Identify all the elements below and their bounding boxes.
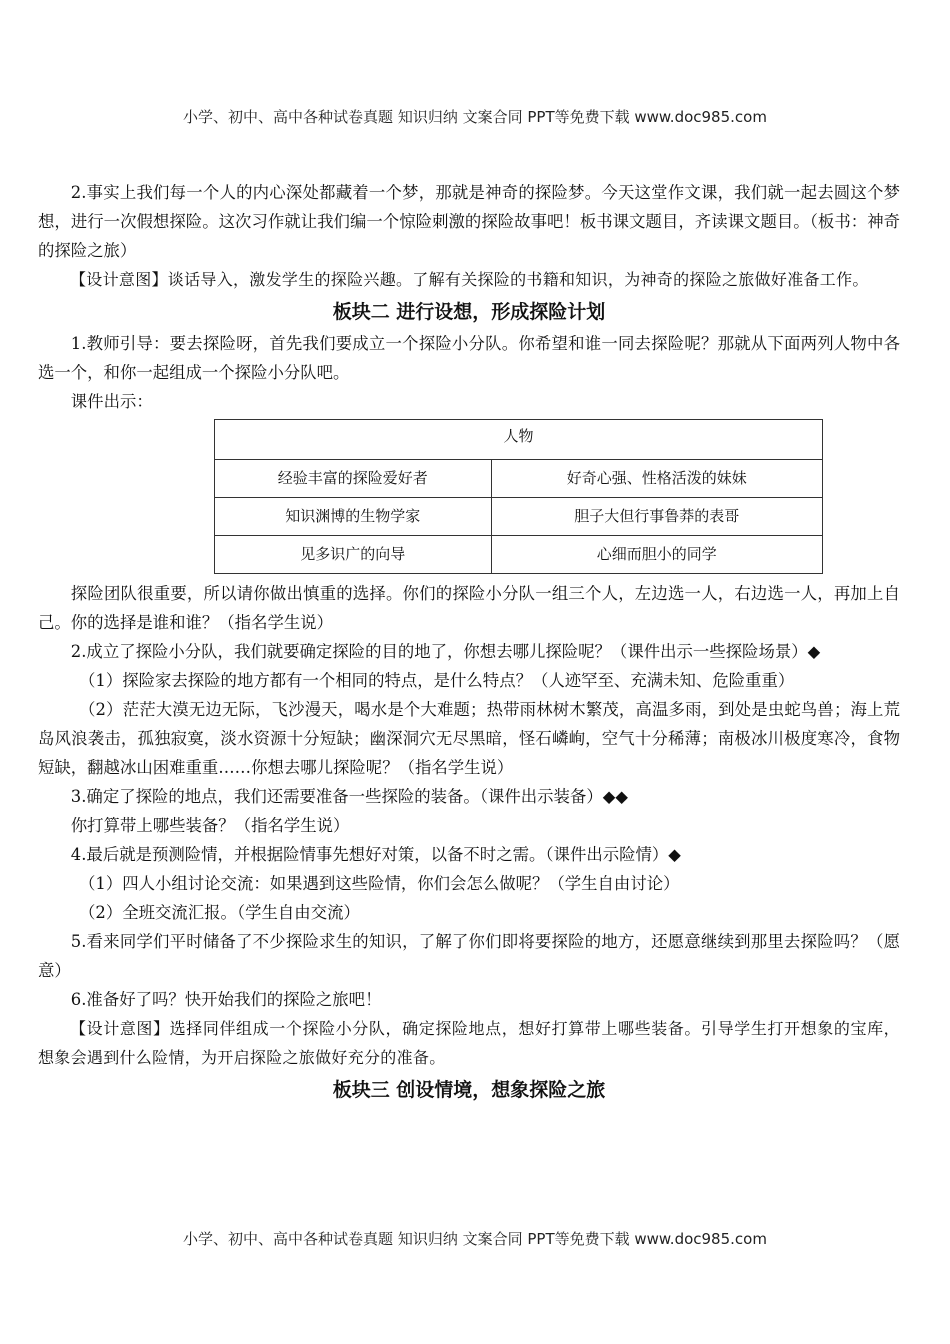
- table-row: [215, 536, 823, 574]
- paragraph-destination: 2.成立了探险小分队，我们就要确定探险的目的地了，你想去哪儿探险呢？（课件出示一些探险场景）◆: [70, 642, 821, 661]
- paragraph-group-discussion: （1）四人小组讨论交流：如果遇到这些险情，你们会怎么做呢？（学生自由讨论）: [79, 874, 680, 893]
- page-footer: 小学、初中、高中各种试卷真题 知识归纳 文案合同 PPT等免费下载 www.doc985.com: [183, 1230, 767, 1248]
- table-cell: 经验丰富的探险爱好者: [215, 460, 492, 498]
- table-cell: 好奇心强、性格活泼的妹妹: [491, 460, 822, 498]
- table-cell: 知识渊博的生物学家: [215, 498, 492, 536]
- paragraph-feature-question: （1）探险家去探险的地方都有一个相同的特点，是什么特点？（人迹罕至、充满未知、危险重重）: [79, 671, 795, 690]
- table-cell: 胆子大但行事鲁莽的表哥: [491, 498, 822, 536]
- paragraph-teacher-guide: 1.教师引导：要去探险呀，首先我们要成立一个探险小分队。你希望和谁一同去探险呢？那就从下面两列人物中各选一个，和你一起组成一个探险小分队吧。: [38, 334, 900, 382]
- design-intent-2: 【设计意图】选择同伴组成一个探险小分队，确定探险地点，想好打算带上哪些装备。引导学生打开想象的宝库，想象会遇到什么险情，为开启探险之旅做好充分的准备。: [38, 1019, 900, 1067]
- section-heading-2: 板块二 进行设想，形成探险计划: [332, 301, 606, 323]
- table-row: [215, 498, 823, 536]
- table-header-cell: 人物: [215, 420, 823, 460]
- character-table-wrapper: [38, 419, 900, 577]
- paragraph-danger: 4.最后就是预测险情，并根据险情事先想好对策，以备不时之需。（课件出示险情）◆: [70, 845, 681, 864]
- section-heading-3: 板块三 创设情境，想象探险之旅: [332, 1079, 606, 1101]
- table-header-row: [215, 420, 823, 460]
- paragraph-scenes: （2）茫茫大漠无边无际，飞沙漫天，喝水是个大难题；热带雨林树木繁茂，高温多雨，到处是虫蛇鸟兽；海上荒岛风浪袭击，孤独寂寞，淡水资源十分短缺；幽深洞穴无尽黑暗，怪石嶙峋，空气十分稀薄；南极冰川极度寒冷，食物短缺，翻越冰山困难重重……你想去哪儿探险呢？（指名学生说）: [38, 700, 900, 777]
- page-header: 小学、初中、高中各种试卷真题 知识归纳 文案合同 PPT等免费下载 www.doc985.com: [183, 108, 767, 126]
- paragraph-equipment-question: 你打算带上哪些装备？（指名学生说）: [70, 816, 350, 835]
- paragraph-ready: 6.准备好了吗？快开始我们的探险之旅吧！: [70, 990, 382, 1009]
- paragraph-willing: 5.看来同学们平时储备了不少探险求生的知识，了解了你们即将要探险的地方，还愿意继续到那里去探险吗？（愿意）: [38, 932, 900, 980]
- paragraph-equipment: 3.确定了探险的地点，我们还需要准备一些探险的装备。（课件出示装备）◆◆: [70, 787, 628, 806]
- table-row: [215, 460, 823, 498]
- paragraph-intro: 2.事实上我们每一个人的内心深处都藏着一个梦，那就是神奇的探险梦。今天这堂作文课，我们就一起去圆这个梦想，进行一次假想探险。这次习作就让我们编一个惊险刺激的探险故事吧！板书课文题目，齐读课文题目。（板书：神奇的探险之旅）: [38, 183, 900, 260]
- character-table: [214, 419, 823, 574]
- paragraph-class-report: （2）全班交流汇报。（学生自由交流）: [79, 903, 360, 922]
- table-cell: 心细而胆小的同学: [491, 536, 822, 574]
- document-body: [38, 178, 900, 1107]
- paragraph-team-choice: 探险团队很重要，所以请你做出慎重的选择。你们的探险小分队一组三个人，左边选一人，右边选一人，再加上自己。你的选择是谁和谁？（指名学生说）: [38, 584, 900, 632]
- table-cell: 见多识广的向导: [215, 536, 492, 574]
- design-intent-1: 【设计意图】谈话导入，激发学生的探险兴趣。了解有关探险的书籍和知识，为神奇的探险之旅做好准备工作。: [70, 270, 869, 289]
- paragraph-courseware: 课件出示：: [70, 392, 153, 411]
